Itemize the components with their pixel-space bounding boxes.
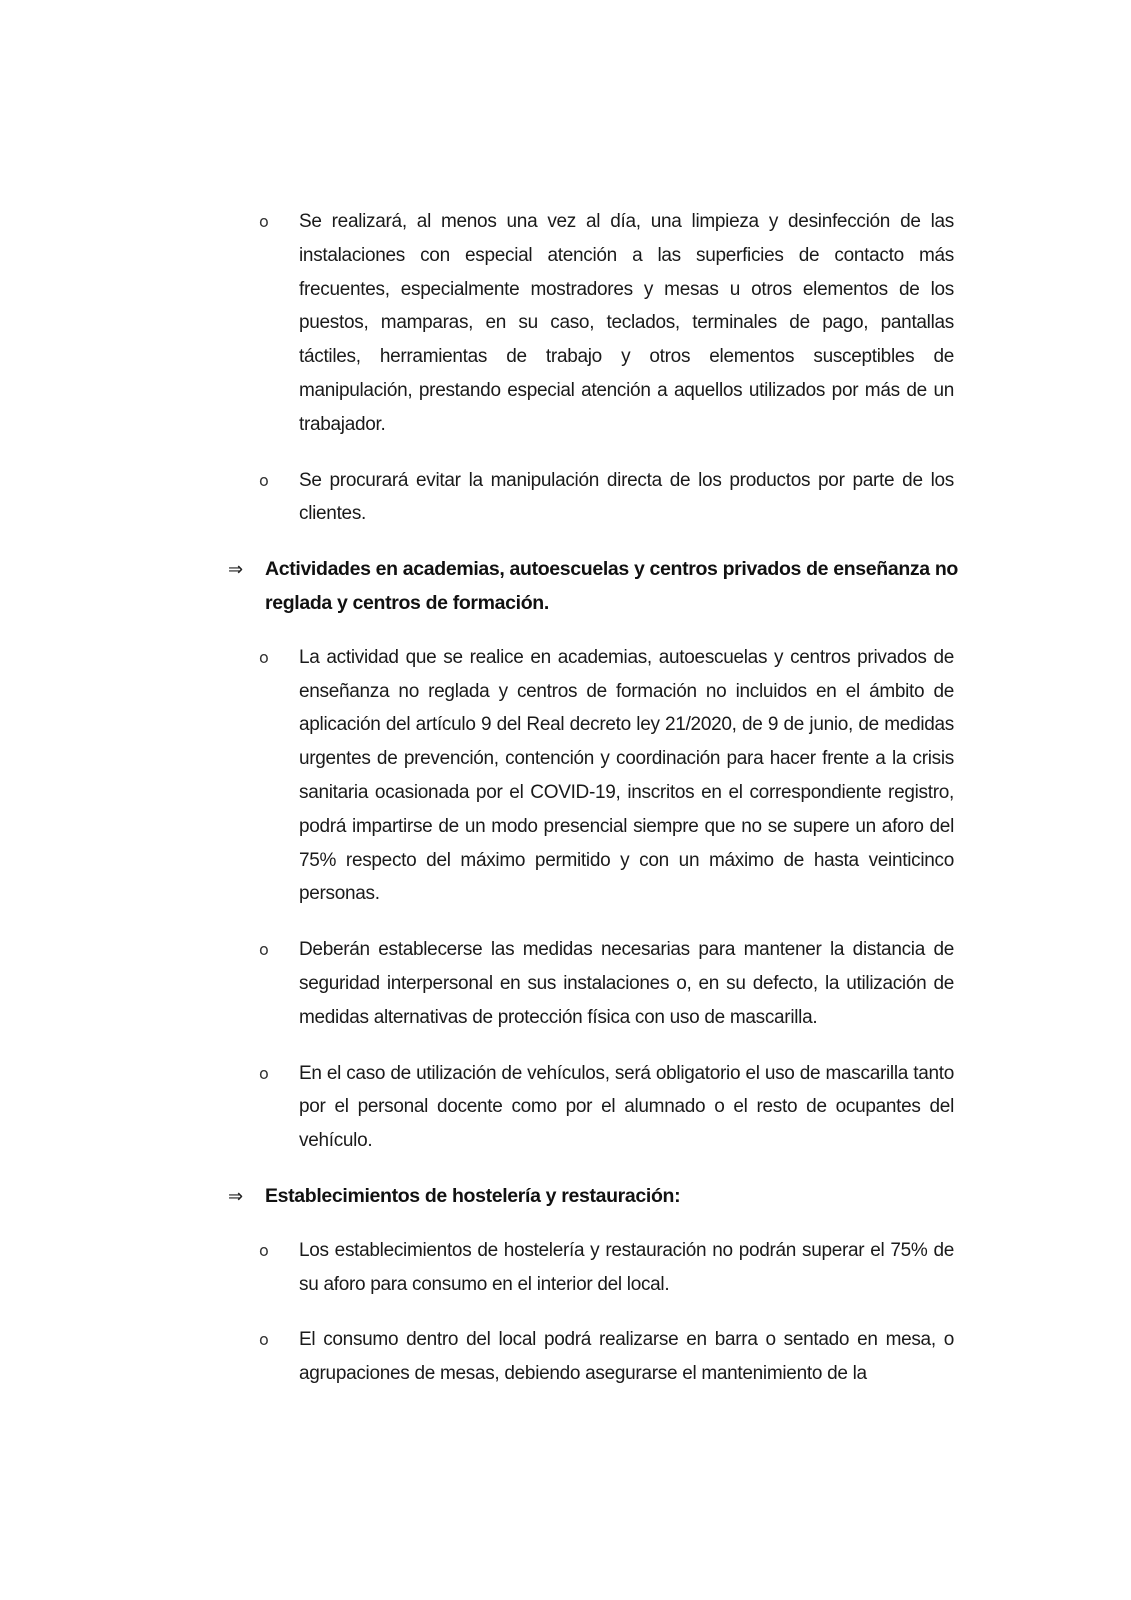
list-item (259, 464, 954, 532)
section-heading-text: Establecimientos de hostelería y restauración: (265, 1184, 681, 1207)
list-item-text: En el caso de utilización de vehículos, será obligatorio el uso de mascarilla tanto por el personal docente como por el alumnado o el resto de ocupantes del vehículo. (299, 1062, 954, 1152)
list-item-text: Deberán establecerse las medidas necesarias para mantener la distancia de seguridad interpersonal en sus instalaciones o, en su defecto, la utilización de medidas alternativas de protección física con uso de mascarilla. (299, 939, 954, 1028)
document-body (228, 205, 973, 1413)
list-item-text: Se procurará evitar la manipulación directa de los productos por parte de los clientes. (299, 469, 954, 525)
list-item (259, 1234, 954, 1302)
circle-bullet-icon: o (259, 1240, 269, 1260)
list-item (259, 641, 954, 911)
circle-bullet-icon: o (259, 1330, 269, 1350)
circle-bullet-icon: o (259, 647, 269, 667)
list-item-text: La actividad que se realice en academias, autoescuelas y centros privados de enseñanza no reglada y centros de formación no incluidos en el ámbito de aplicación del artículo 9 del Real decreto ley 21/2020, de 9 de junio, de medidas urgentes de prevención, contención y coordinación para hacer frente a la crisis sanitaria ocasionada por el COVID-19, inscritos en el correspondiente registro, podrá impartirse de un modo presencial siempre que no se supere un aforo del 75% respecto del máximo permitido y con un máximo de hasta veinticinco personas. (299, 646, 954, 905)
circle-bullet-icon: o (259, 470, 269, 490)
list-item (259, 1057, 954, 1158)
list-item-text: Se realizará, al menos una vez al día, una limpieza y desinfección de las instalaciones con especial atención a las superficies de contacto más frecuentes, especialmente mostradores y mesas u otros elementos de los puestos, mamparas, en su caso, teclados, terminales de pago, pantallas táctiles, herramientas de trabajo y otros elementos susceptibles de manipulación, prestando especial atención a aquellos utilizados por más de un trabajador. (299, 211, 954, 435)
section-heading-text: Actividades en academias, autoescuelas y centros privados de enseñanza no reglada y centros de formación. (265, 558, 958, 614)
list-item (259, 205, 954, 442)
list-item-text: Los establecimientos de hostelería y restauración no podrán superar el 75% de su aforo para consumo en el interior del local. (299, 1239, 954, 1295)
section-heading-hosteleria (228, 1180, 973, 1214)
list-item (259, 933, 954, 1034)
list-item-text: El consumo dentro del local podrá realizarse en barra o sentado en mesa, o agrupaciones de mesas, debiendo asegurarse el mantenimiento de la (299, 1329, 954, 1385)
section-heading-academias (228, 553, 973, 621)
list-item (259, 1323, 954, 1391)
double-arrow-right-icon: ⇒ (228, 1185, 243, 1207)
circle-bullet-icon: o (259, 940, 269, 960)
double-arrow-right-icon: ⇒ (228, 559, 243, 581)
circle-bullet-icon: o (259, 212, 269, 231)
circle-bullet-icon: o (259, 1063, 269, 1083)
